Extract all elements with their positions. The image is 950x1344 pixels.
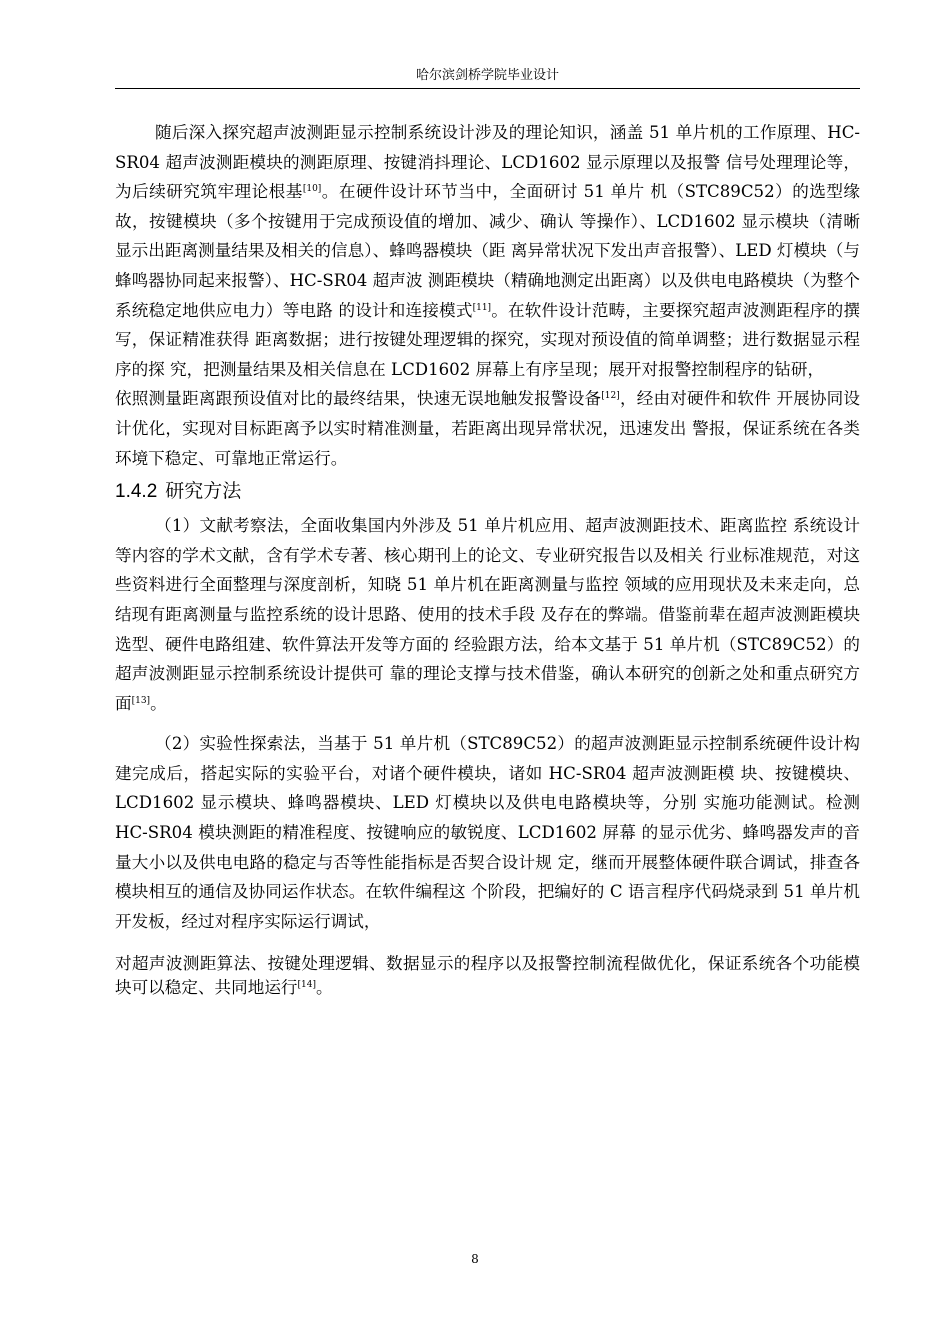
continuation-paragraph: [115, 384, 860, 473]
citation-ref: [12]: [601, 391, 620, 402]
final-paragraph: [115, 952, 860, 1000]
paragraph-text: 。: [150, 693, 167, 713]
method-literature-paragraph: [115, 511, 860, 718]
header-divider: [115, 88, 860, 89]
paragraph-text: 随后深入探究超声波测距显示控制系统设计涉及的理论知识，涵盖 51 单片机的工作原理、HC-SR04 超声波测距模块的测距原理、按键消抖理论、LCD1602 显示原理以及报警 信号处理理论等，为后续研究筑牢理论根基: [115, 123, 860, 202]
intro-paragraph: [115, 118, 860, 384]
paragraph-text: 。在软件设计范畴，主要探究超声波测距程序的撰写，保证精准获得 距离数据；进行按键处理逻辑的探究，实现对预设值的简单调整；进行数据显示程序的探 究，把测量结果及相关信息在 LCD1602 屏幕上有序呈现；展开对报警控制程序的钻研，: [115, 300, 860, 379]
citation-ref: [11]: [472, 302, 492, 313]
method-experiment-paragraph: [115, 729, 860, 936]
paragraph-text: 依照测量距离跟预设值对比的最终结果，快速无误地触发报警设备: [115, 389, 602, 409]
citation-ref: [14]: [297, 980, 317, 991]
page-body: [115, 118, 860, 1000]
running-header: 哈尔滨剑桥学院毕业设计: [415, 68, 559, 83]
section-number: 1.4.2: [115, 481, 158, 503]
citation-ref: [13]: [131, 695, 151, 706]
paragraph-text: 。在硬件设计环节当中，全面研讨 51 单片 机（STC89C52）的选型缘故，按键模块（多个按键用于完成预设值的增加、减少、确认 等操作）、LCD1602 显示模块（清晰显示出距离测量结果及相关的信息）、蜂鸣器模块（距 离异常状况下发出声音报警）、LED 灯模块（与蜂鸣器协同起来报警）、HC-SR04 超声波 测距模块（精确地测定出距离）以及供电电路模块（为整个系统稳定地供应电力）等电路 的设计和连接模式: [115, 182, 861, 320]
paragraph-text: 对超声波测距算法、按键处理逻辑、数据显示的程序以及报警控制流程做优化，保证系统各个功能模块可以稳定、共同地运行: [115, 954, 860, 998]
citation-ref: [10]: [302, 184, 322, 195]
section-heading: [115, 477, 860, 507]
section-title: 研究方法: [165, 481, 242, 503]
paragraph-text: 。: [316, 978, 333, 998]
paragraph-text: （2）实验性探索法，当基于 51 单片机（STC89C52）的超声波测距显示控制系统硬件设计构建完成后，搭起实际的实验平台，对诸个硬件模块，诸如 HC-SR04 超声波测距模 块、按键模块、LCD1602 显示模块、蜂鸣器模块、LED 灯模块以及供电电路模块等，分别 实施功能测试。检测 HC-SR04 模块测距的精准程度、按键响应的敏锐度、LCD1602 屏幕 的显示优劣、蜂鸣器发声的音量大小以及供电电路的稳定与否等性能指标是否契合设计规 定，继而开展整体硬件联合调试，排查各模块相互的通信及协同运作状态。在软件编程这 个阶段，把编好的 C 语言程序代码烧录到 51 单片机开发板，经过对程序实际运行调试，: [115, 734, 860, 931]
paragraph-text: ，经由对硬件和软件 开展协同设计优化，实现对目标距离予以实时精准测量，若距离出现异常状况，迅速发出 警报，保证系统在各类环境下稳定、可靠地正常运行。: [115, 389, 860, 468]
paragraph-text: （1）文献考察法，全面收集国内外涉及 51 单片机应用、超声波测距技术、距离监控 系统设计等内容的学术文献，含有学术专著、核心期刊上的论文、专业研究报告以及相关 行业标准规范，对这些资料进行全面整理与深度剖析，知晓 51 单片机在距离测量与监控 领域的应用现状及未来走向，总结现有距离测量与监控系统的设计思路、使用的技术手段 及存在的弊端。借鉴前辈在超声波测距模块选型、硬件电路组建、软件算法开发等方面的 经验跟方法，给本文基于 51 单片机（STC89C52）的超声波测距显示控制系统设计提供可 靠的理论支撑与技术借鉴，确认本研究的创新之处和重点研究方面: [115, 516, 860, 713]
page-number: 8: [471, 1252, 479, 1266]
